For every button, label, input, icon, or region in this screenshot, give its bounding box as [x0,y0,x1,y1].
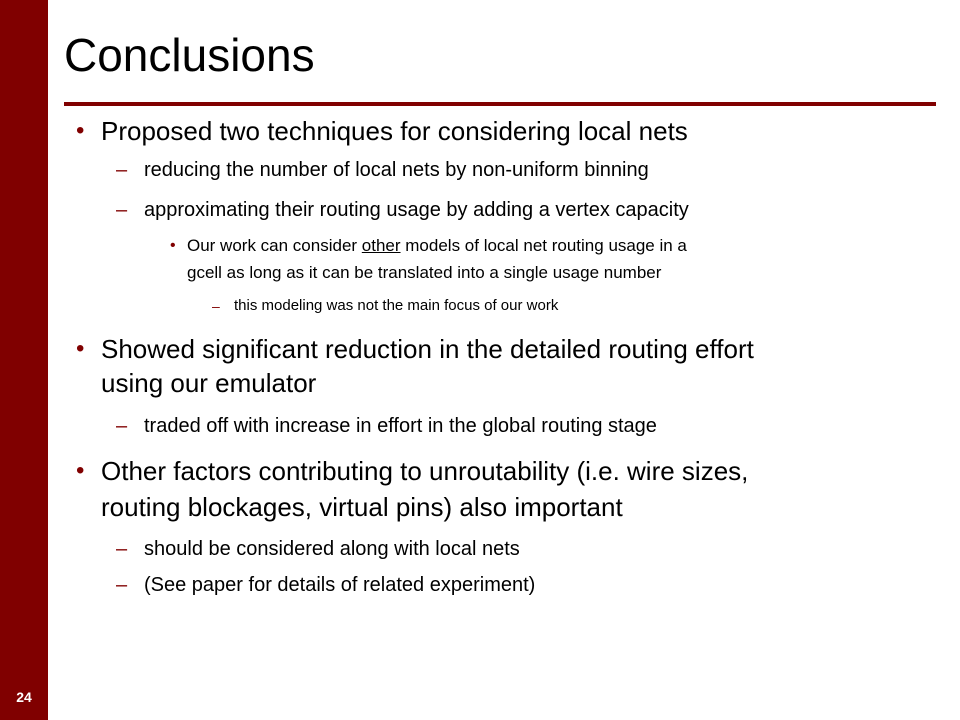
bullet-marker: • [76,117,85,144]
bullet-marker: – [116,199,128,221]
bullet-marker: • [76,335,85,362]
bullet-marker: • [170,237,176,254]
bullet-marker: – [116,574,128,596]
underlined-word: other [361,236,401,255]
bullet-text: Showed significant reduction in the detailed routing effort [101,334,754,364]
slide-number: 24 [16,689,32,705]
bullet-text: this modeling was not the main focus of our work [234,297,559,314]
bullet-text-line2: using our emulator [101,368,317,398]
bullet-text-part: models of local net routing usage in a [400,236,687,255]
bullet-marker: – [212,298,220,314]
bullet-text: reducing the number of local nets by non-uniform binning [144,159,649,181]
bullet-marker: – [116,159,128,181]
bullet-text: Other factors contributing to unroutability (i.e. wire sizes, [101,456,749,486]
bullet-text: (See paper for details of related experiment) [144,574,536,596]
bullet-marker: – [116,538,128,560]
bullet-text-part: Our work can consider [187,236,362,255]
bullet-text: Proposed two techniques for considering local nets [101,116,688,146]
bullet-text-line2: routing blockages, virtual pins) also important [101,492,623,522]
bullet-marker: – [116,415,128,437]
bullet-text: approximating their routing usage by adding a vertex capacity [144,199,689,221]
slide-title: Conclusions [64,29,315,81]
bullet-marker: • [76,457,85,484]
bullet-text [187,234,687,257]
bullet-text: should be considered along with local nets [144,538,520,560]
bullet-text-line2: gcell as long as it can be translated into a single usage number [187,263,662,282]
bullet-text: traded off with increase in effort in the global routing stage [144,415,657,437]
